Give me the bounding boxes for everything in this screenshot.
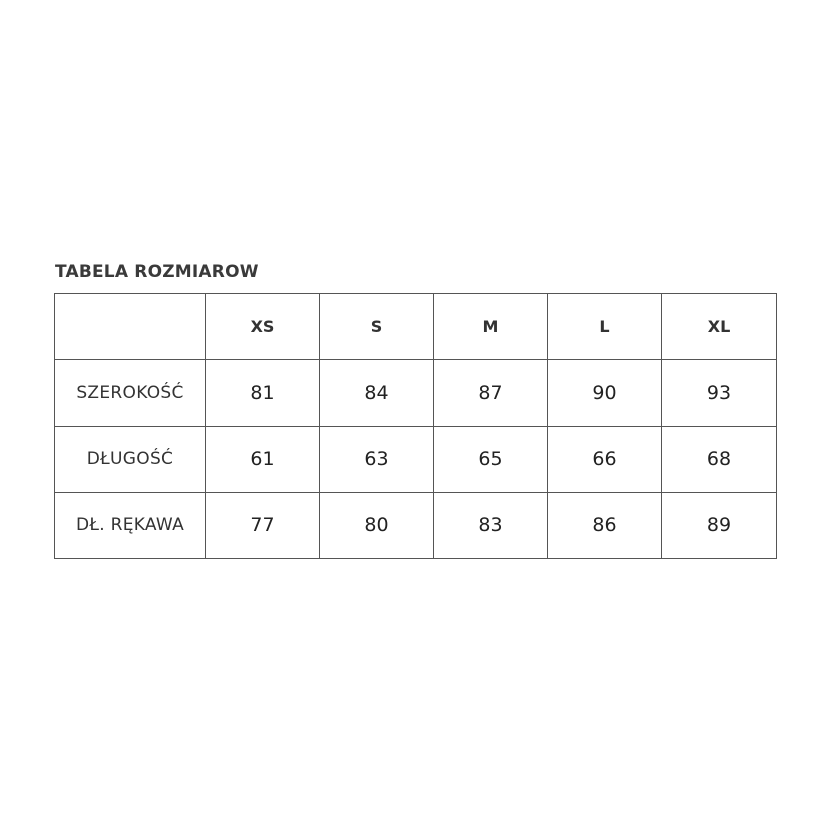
cell-value: 90 — [548, 360, 662, 426]
row-label-sleeve-length: DŁ. RĘKAWA — [55, 492, 206, 558]
cell-value: 77 — [206, 492, 320, 558]
cell-value: 80 — [320, 492, 434, 558]
cell-value: 83 — [434, 492, 548, 558]
cell-value: 65 — [434, 426, 548, 492]
size-header-s: S — [320, 294, 434, 360]
cell-value: 63 — [320, 426, 434, 492]
cell-value: 68 — [662, 426, 777, 492]
cell-value: 84 — [320, 360, 434, 426]
table-row — [55, 492, 777, 558]
table-header-row — [55, 294, 777, 360]
table-row — [55, 360, 777, 426]
table-title: TABELA ROZMIAROW — [55, 262, 259, 282]
cell-value: 61 — [206, 426, 320, 492]
size-header-xl: XL — [662, 294, 777, 360]
cell-value: 66 — [548, 426, 662, 492]
table-row — [55, 426, 777, 492]
cell-value: 89 — [662, 492, 777, 558]
size-header-m: M — [434, 294, 548, 360]
cell-value: 87 — [434, 360, 548, 426]
cell-value: 81 — [206, 360, 320, 426]
size-header-xs: XS — [206, 294, 320, 360]
cell-value: 93 — [662, 360, 777, 426]
corner-cell — [55, 294, 206, 360]
row-label-width: SZEROKOŚĆ — [55, 360, 206, 426]
size-header-l: L — [548, 294, 662, 360]
size-chart-table — [54, 293, 777, 559]
cell-value: 86 — [548, 492, 662, 558]
row-label-length: DŁUGOŚĆ — [55, 426, 206, 492]
